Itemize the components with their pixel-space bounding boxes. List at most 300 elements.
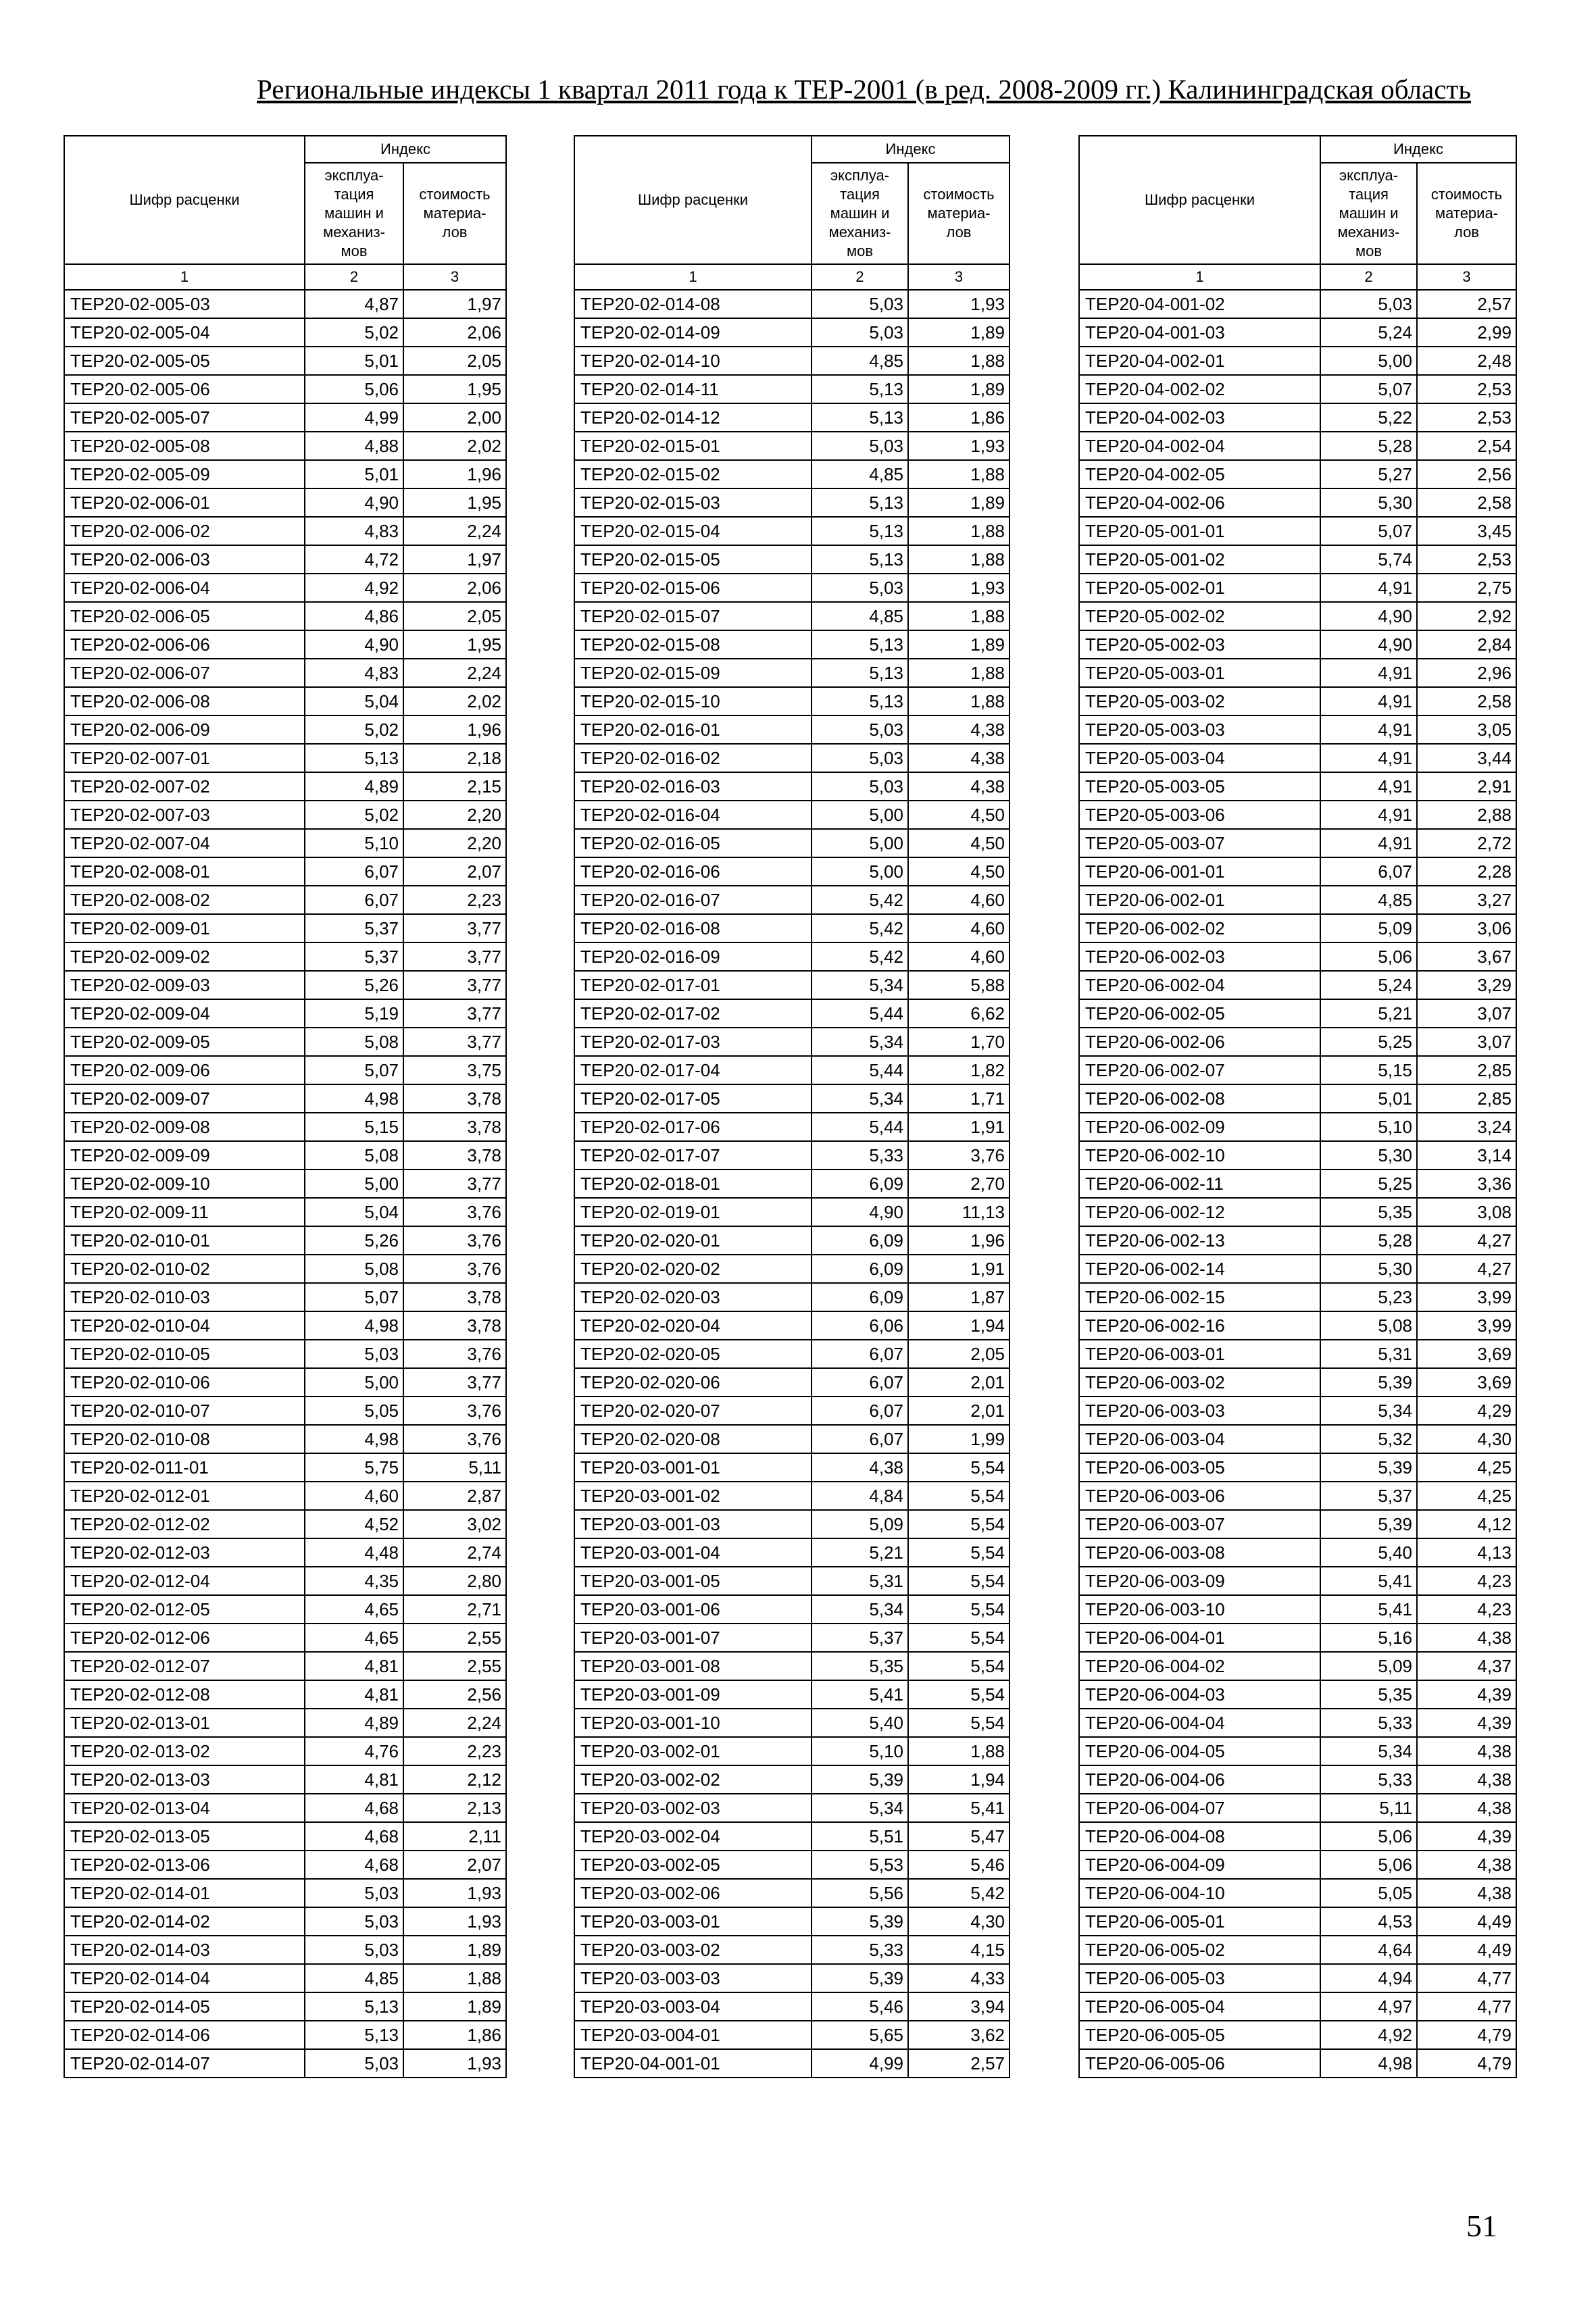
cell-code: ТЕР20-02-012-02: [64, 1510, 305, 1538]
cell-materials-index: 3,99: [1417, 1283, 1516, 1311]
cell-materials-index: 4,50: [908, 801, 1009, 829]
cell-exploitation-index: 4,64: [1320, 1936, 1417, 1964]
cell-code: ТЕР20-04-002-02: [1079, 375, 1320, 403]
table-row: [574, 914, 1009, 942]
cell-materials-index: 4,60: [908, 942, 1009, 971]
cell-exploitation-index: 5,25: [1320, 1028, 1417, 1056]
table-row: [574, 1964, 1009, 1992]
cell-code: ТЕР20-06-004-02: [1079, 1652, 1320, 1680]
cell-materials-index: 1,91: [908, 1255, 1009, 1283]
cell-materials-index: 1,93: [908, 432, 1009, 460]
cell-exploitation-index: 5,16: [1320, 1624, 1417, 1652]
cell-code: ТЕР20-02-017-02: [574, 999, 812, 1028]
table-row: [1079, 318, 1516, 347]
cell-exploitation-index: 5,74: [1320, 545, 1417, 574]
cell-exploitation-index: 5,33: [812, 1141, 908, 1169]
cell-code: ТЕР20-02-016-07: [574, 886, 812, 914]
cell-code: ТЕР20-02-010-05: [64, 1340, 305, 1368]
cell-exploitation-index: 5,07: [305, 1056, 403, 1084]
cell-exploitation-index: 4,91: [1320, 687, 1417, 715]
cell-materials-index: 3,76: [403, 1397, 506, 1425]
cell-exploitation-index: 5,41: [812, 1680, 908, 1709]
cell-exploitation-index: 5,42: [812, 942, 908, 971]
cell-exploitation-index: 4,98: [305, 1311, 403, 1340]
cell-code: ТЕР20-02-015-07: [574, 602, 812, 630]
cell-materials-index: 3,05: [1417, 715, 1516, 744]
table-row: [574, 1936, 1009, 1964]
cell-code: ТЕР20-06-003-02: [1079, 1368, 1320, 1397]
header-index: Индекс: [812, 136, 1009, 163]
cell-materials-index: 1,88: [908, 517, 1009, 545]
cell-materials-index: 2,84: [1417, 630, 1516, 659]
cell-exploitation-index: 4,81: [305, 1652, 403, 1680]
cell-exploitation-index: 4,83: [305, 659, 403, 687]
cell-code: ТЕР20-02-009-03: [64, 971, 305, 999]
cell-exploitation-index: 5,34: [812, 971, 908, 999]
cell-materials-index: 3,77: [403, 942, 506, 971]
cell-exploitation-index: 5,13: [305, 2021, 403, 2049]
cell-materials-index: 2,58: [1417, 488, 1516, 517]
cell-code: ТЕР20-02-017-05: [574, 1084, 812, 1113]
cell-code: ТЕР20-06-002-09: [1079, 1113, 1320, 1141]
cell-materials-index: 2,72: [1417, 829, 1516, 857]
header-materials: стоимость материа- лов: [403, 163, 506, 264]
cell-exploitation-index: 4,90: [305, 630, 403, 659]
cell-code: ТЕР20-02-010-08: [64, 1425, 305, 1453]
cell-materials-index: 2,99: [1417, 318, 1516, 347]
table-row: [64, 1084, 506, 1113]
cell-materials-index: 3,14: [1417, 1141, 1516, 1169]
cell-code: ТЕР20-02-012-04: [64, 1567, 305, 1595]
cell-code: ТЕР20-02-008-01: [64, 857, 305, 886]
cell-materials-index: 4,33: [908, 1964, 1009, 1992]
table-row: [1079, 1368, 1516, 1397]
cell-exploitation-index: 5,13: [812, 403, 908, 432]
table-row: [64, 403, 506, 432]
cell-materials-index: 2,11: [403, 1822, 506, 1851]
table-row: [1079, 1737, 1516, 1765]
cell-materials-index: 3,29: [1417, 971, 1516, 999]
cell-exploitation-index: 5,07: [305, 1283, 403, 1311]
table-row: [64, 659, 506, 687]
cell-exploitation-index: 5,03: [305, 2049, 403, 2078]
cell-exploitation-index: 5,13: [812, 488, 908, 517]
cell-materials-index: 2,07: [403, 857, 506, 886]
cell-code: ТЕР20-06-002-04: [1079, 971, 1320, 999]
cell-materials-index: 2,75: [1417, 574, 1516, 602]
cell-materials-index: 4,39: [1417, 1680, 1516, 1709]
cell-exploitation-index: 4,91: [1320, 801, 1417, 829]
table-row: [64, 1368, 506, 1397]
cell-code: ТЕР20-06-002-10: [1079, 1141, 1320, 1169]
cell-exploitation-index: 5,37: [812, 1624, 908, 1652]
table-row: [1079, 1113, 1516, 1141]
cell-exploitation-index: 5,65: [812, 2021, 908, 2049]
cell-materials-index: 2,56: [1417, 460, 1516, 488]
header-col-number: 3: [403, 264, 506, 290]
cell-exploitation-index: 4,85: [812, 460, 908, 488]
cell-exploitation-index: 4,92: [305, 574, 403, 602]
cell-code: ТЕР20-02-014-10: [574, 347, 812, 375]
header-index: Индекс: [305, 136, 506, 163]
cell-materials-index: 4,30: [1417, 1425, 1516, 1453]
cell-exploitation-index: 5,44: [812, 1056, 908, 1084]
cell-code: ТЕР20-06-002-01: [1079, 886, 1320, 914]
table-row: [64, 1453, 506, 1482]
cell-materials-index: 4,38: [1417, 1624, 1516, 1652]
cell-code: ТЕР20-02-017-06: [574, 1113, 812, 1141]
cell-exploitation-index: 4,91: [1320, 772, 1417, 801]
cell-exploitation-index: 5,10: [1320, 1113, 1417, 1141]
cell-materials-index: 2,53: [1417, 403, 1516, 432]
cell-exploitation-index: 5,13: [812, 545, 908, 574]
table-row: [1079, 1283, 1516, 1311]
cell-materials-index: 1,93: [908, 574, 1009, 602]
cell-code: ТЕР20-02-005-09: [64, 460, 305, 488]
cell-code: ТЕР20-02-007-02: [64, 772, 305, 801]
cell-materials-index: 5,54: [908, 1652, 1009, 1680]
cell-exploitation-index: 5,15: [1320, 1056, 1417, 1084]
cell-materials-index: 3,69: [1417, 1340, 1516, 1368]
table-row: [64, 545, 506, 574]
cell-materials-index: 2,54: [1417, 432, 1516, 460]
cell-code: ТЕР20-05-001-01: [1079, 517, 1320, 545]
cell-code: ТЕР20-02-009-05: [64, 1028, 305, 1056]
cell-materials-index: 3,07: [1417, 1028, 1516, 1056]
table-row: [64, 290, 506, 318]
cell-exploitation-index: 5,10: [812, 1737, 908, 1765]
table-row: [1079, 602, 1516, 630]
table-row: [1079, 1652, 1516, 1680]
cell-materials-index: 3,06: [1417, 914, 1516, 942]
table-row: [64, 1992, 506, 2021]
cell-code: ТЕР20-06-005-02: [1079, 1936, 1320, 1964]
cell-materials-index: 4,25: [1417, 1453, 1516, 1482]
cell-code: ТЕР20-02-014-08: [574, 290, 812, 318]
cell-code: ТЕР20-02-020-07: [574, 1397, 812, 1425]
cell-code: ТЕР20-02-013-04: [64, 1794, 305, 1822]
cell-code: ТЕР20-02-009-04: [64, 999, 305, 1028]
cell-materials-index: 2,87: [403, 1482, 506, 1510]
cell-exploitation-index: 5,39: [1320, 1510, 1417, 1538]
cell-exploitation-index: 4,91: [1320, 715, 1417, 744]
table-row: [64, 857, 506, 886]
header-col-number: 2: [305, 264, 403, 290]
header-col-number: 3: [1417, 264, 1516, 290]
table-row: [1079, 1056, 1516, 1084]
cell-code: ТЕР20-02-010-02: [64, 1255, 305, 1283]
cell-code: ТЕР20-06-002-03: [1079, 942, 1320, 971]
table-row: [64, 517, 506, 545]
cell-materials-index: 2,06: [403, 318, 506, 347]
table-row: [1079, 2021, 1516, 2049]
cell-materials-index: 1,89: [403, 1936, 506, 1964]
table-row: [574, 857, 1009, 886]
cell-exploitation-index: 6,07: [812, 1425, 908, 1453]
table-row: [64, 1964, 506, 1992]
cell-materials-index: 1,86: [908, 403, 1009, 432]
table-row: [574, 942, 1009, 971]
cell-exploitation-index: 5,37: [1320, 1482, 1417, 1510]
table-row: [1079, 1311, 1516, 1340]
cell-exploitation-index: 5,33: [1320, 1765, 1417, 1794]
cell-exploitation-index: 5,25: [1320, 1169, 1417, 1198]
cell-materials-index: 2,13: [403, 1794, 506, 1822]
table-row: [1079, 1595, 1516, 1624]
cell-materials-index: 4,77: [1417, 1992, 1516, 2021]
cell-exploitation-index: 4,84: [812, 1482, 908, 1510]
cell-materials-index: 4,39: [1417, 1822, 1516, 1851]
cell-exploitation-index: 4,87: [305, 290, 403, 318]
cell-exploitation-index: 5,08: [1320, 1311, 1417, 1340]
cell-exploitation-index: 5,21: [812, 1538, 908, 1567]
cell-exploitation-index: 5,13: [812, 630, 908, 659]
header-col-number: 1: [574, 264, 812, 290]
cell-exploitation-index: 4,98: [305, 1425, 403, 1453]
cell-materials-index: 3,24: [1417, 1113, 1516, 1141]
table-row: [1079, 1794, 1516, 1822]
cell-materials-index: 1,94: [908, 1311, 1009, 1340]
cell-materials-index: 4,15: [908, 1936, 1009, 1964]
table-row: [64, 1879, 506, 1907]
cell-materials-index: 3,76: [403, 1198, 506, 1226]
cell-exploitation-index: 5,02: [305, 318, 403, 347]
table-row: [64, 914, 506, 942]
cell-exploitation-index: 4,90: [812, 1198, 908, 1226]
cell-exploitation-index: 5,22: [1320, 403, 1417, 432]
cell-materials-index: 1,97: [403, 545, 506, 574]
cell-code: ТЕР20-02-005-03: [64, 290, 305, 318]
table-row: [64, 1056, 506, 1084]
cell-materials-index: 2,74: [403, 1538, 506, 1567]
table-row: [64, 687, 506, 715]
cell-exploitation-index: 5,44: [812, 1113, 908, 1141]
cell-code: ТЕР20-06-004-10: [1079, 1879, 1320, 1907]
cell-materials-index: 2,85: [1417, 1084, 1516, 1113]
cell-materials-index: 2,48: [1417, 347, 1516, 375]
table-row: [64, 1567, 506, 1595]
cell-code: ТЕР20-06-002-13: [1079, 1226, 1320, 1255]
cell-materials-index: 1,88: [908, 460, 1009, 488]
table-row: [64, 1482, 506, 1510]
table-row: [1079, 488, 1516, 517]
cell-code: ТЕР20-02-013-01: [64, 1709, 305, 1737]
cell-code: ТЕР20-03-002-01: [574, 1737, 812, 1765]
table-row: [64, 999, 506, 1028]
cell-exploitation-index: 5,40: [1320, 1538, 1417, 1567]
cell-code: ТЕР20-03-002-02: [574, 1765, 812, 1794]
cell-exploitation-index: 5,32: [1320, 1425, 1417, 1453]
cell-materials-index: 4,38: [1417, 1879, 1516, 1907]
cell-code: ТЕР20-04-001-03: [1079, 318, 1320, 347]
cell-code: ТЕР20-02-009-08: [64, 1113, 305, 1141]
cell-code: ТЕР20-02-009-07: [64, 1084, 305, 1113]
cell-code: ТЕР20-02-015-04: [574, 517, 812, 545]
cell-materials-index: 4,38: [908, 744, 1009, 772]
table-row: [64, 1851, 506, 1879]
cell-code: ТЕР20-06-004-03: [1079, 1680, 1320, 1709]
cell-code: ТЕР20-06-005-04: [1079, 1992, 1320, 2021]
cell-code: ТЕР20-02-012-03: [64, 1538, 305, 1567]
table-row: [574, 1141, 1009, 1169]
cell-code: ТЕР20-02-006-02: [64, 517, 305, 545]
cell-exploitation-index: 5,33: [1320, 1709, 1417, 1737]
cell-code: ТЕР20-06-002-08: [1079, 1084, 1320, 1113]
cell-materials-index: 1,95: [403, 488, 506, 517]
cell-exploitation-index: 5,00: [812, 829, 908, 857]
cell-code: ТЕР20-05-003-07: [1079, 829, 1320, 857]
cell-code: ТЕР20-02-009-10: [64, 1169, 305, 1198]
table-row: [1079, 1510, 1516, 1538]
cell-materials-index: 1,88: [908, 687, 1009, 715]
cell-materials-index: 1,96: [908, 1226, 1009, 1255]
table-row: [64, 630, 506, 659]
cell-code: ТЕР20-06-002-15: [1079, 1283, 1320, 1311]
cell-materials-index: 3,78: [403, 1283, 506, 1311]
cell-materials-index: 2,20: [403, 829, 506, 857]
cell-materials-index: 1,93: [908, 290, 1009, 318]
cell-code: ТЕР20-02-009-01: [64, 914, 305, 942]
table-row: [1079, 517, 1516, 545]
cell-exploitation-index: 6,07: [812, 1368, 908, 1397]
cell-exploitation-index: 5,39: [812, 1964, 908, 1992]
cell-code: ТЕР20-02-006-01: [64, 488, 305, 517]
cell-materials-index: 5,54: [908, 1538, 1009, 1567]
cell-code: ТЕР20-04-002-06: [1079, 488, 1320, 517]
cell-code: ТЕР20-02-020-01: [574, 1226, 812, 1255]
cell-exploitation-index: 4,99: [812, 2049, 908, 2078]
cell-materials-index: 3,76: [403, 1425, 506, 1453]
cell-exploitation-index: 5,02: [305, 801, 403, 829]
table-row: [64, 1737, 506, 1765]
cell-code: ТЕР20-02-012-05: [64, 1595, 305, 1624]
table-row: [574, 517, 1009, 545]
table-row: [64, 715, 506, 744]
cell-materials-index: 1,87: [908, 1283, 1009, 1311]
table-row: [574, 1538, 1009, 1567]
cell-materials-index: 3,76: [908, 1141, 1009, 1169]
table-row: [574, 829, 1009, 857]
table-row: [64, 1794, 506, 1822]
cell-materials-index: 3,78: [403, 1311, 506, 1340]
cell-code: ТЕР20-06-003-06: [1079, 1482, 1320, 1510]
header-code: Шифр расценки: [574, 136, 812, 264]
cell-exploitation-index: 5,30: [1320, 488, 1417, 517]
table-row: [574, 2021, 1009, 2049]
cell-exploitation-index: 5,05: [1320, 1879, 1417, 1907]
cell-code: ТЕР20-02-011-01: [64, 1453, 305, 1482]
table-row: [574, 1624, 1009, 1652]
cell-code: ТЕР20-02-006-08: [64, 687, 305, 715]
cell-code: ТЕР20-02-020-06: [574, 1368, 812, 1397]
cell-exploitation-index: 5,09: [1320, 914, 1417, 942]
cell-exploitation-index: 5,27: [1320, 460, 1417, 488]
cell-materials-index: 3,36: [1417, 1169, 1516, 1198]
cell-materials-index: 4,13: [1417, 1538, 1516, 1567]
cell-materials-index: 3,76: [403, 1340, 506, 1368]
cell-code: ТЕР20-06-002-02: [1079, 914, 1320, 942]
cell-materials-index: 5,54: [908, 1624, 1009, 1652]
table-row: [1079, 1141, 1516, 1169]
cell-materials-index: 2,05: [403, 602, 506, 630]
cell-materials-index: 5,88: [908, 971, 1009, 999]
cell-exploitation-index: 5,24: [1320, 971, 1417, 999]
cell-exploitation-index: 4,91: [1320, 744, 1417, 772]
table-row: [574, 574, 1009, 602]
cell-code: ТЕР20-06-003-05: [1079, 1453, 1320, 1482]
cell-exploitation-index: 5,40: [812, 1709, 908, 1737]
cell-code: ТЕР20-02-007-01: [64, 744, 305, 772]
cell-code: ТЕР20-02-017-04: [574, 1056, 812, 1084]
cell-materials-index: 5,54: [908, 1482, 1009, 1510]
cell-materials-index: 2,18: [403, 744, 506, 772]
index-table: [1078, 135, 1517, 2078]
cell-exploitation-index: 6,07: [305, 857, 403, 886]
table-row: [1079, 347, 1516, 375]
cell-code: ТЕР20-02-012-08: [64, 1680, 305, 1709]
cell-materials-index: 2,57: [908, 2049, 1009, 2078]
cell-materials-index: 6,62: [908, 999, 1009, 1028]
cell-exploitation-index: 4,98: [1320, 2049, 1417, 2078]
cell-code: ТЕР20-06-004-04: [1079, 1709, 1320, 1737]
cell-code: ТЕР20-05-003-02: [1079, 687, 1320, 715]
table-row: [574, 545, 1009, 574]
cell-code: ТЕР20-06-005-05: [1079, 2021, 1320, 2049]
cell-materials-index: 1,96: [403, 715, 506, 744]
cell-exploitation-index: 5,01: [1320, 1084, 1417, 1113]
cell-exploitation-index: 5,03: [305, 1340, 403, 1368]
table-row: [1079, 1425, 1516, 1453]
cell-code: ТЕР20-02-006-03: [64, 545, 305, 574]
cell-materials-index: 3,78: [403, 1084, 506, 1113]
cell-code: ТЕР20-03-001-04: [574, 1538, 812, 1567]
table-row: [574, 744, 1009, 772]
cell-materials-index: 5,54: [908, 1595, 1009, 1624]
cell-exploitation-index: 4,86: [305, 602, 403, 630]
cell-exploitation-index: 5,03: [812, 715, 908, 744]
table-row: [1079, 1084, 1516, 1113]
cell-code: ТЕР20-02-014-03: [64, 1936, 305, 1964]
cell-materials-index: 1,96: [403, 460, 506, 488]
table-row: [64, 772, 506, 801]
cell-code: ТЕР20-02-015-08: [574, 630, 812, 659]
cell-exploitation-index: 4,88: [305, 432, 403, 460]
table-row: [64, 1141, 506, 1169]
cell-materials-index: 1,88: [403, 1964, 506, 1992]
cell-code: ТЕР20-02-013-03: [64, 1765, 305, 1794]
cell-materials-index: 4,27: [1417, 1226, 1516, 1255]
cell-exploitation-index: 5,01: [305, 460, 403, 488]
table-row: [64, 886, 506, 914]
cell-materials-index: 5,54: [908, 1453, 1009, 1482]
cell-code: ТЕР20-04-001-01: [574, 2049, 812, 2078]
table-row: [64, 1680, 506, 1709]
table-row: [574, 318, 1009, 347]
cell-materials-index: 2,01: [908, 1368, 1009, 1397]
cell-exploitation-index: 6,07: [812, 1397, 908, 1425]
cell-materials-index: 4,23: [1417, 1595, 1516, 1624]
cell-exploitation-index: 5,09: [1320, 1652, 1417, 1680]
cell-code: ТЕР20-05-003-05: [1079, 772, 1320, 801]
table-row: [574, 602, 1009, 630]
cell-materials-index: 3,02: [403, 1510, 506, 1538]
cell-code: ТЕР20-04-002-03: [1079, 403, 1320, 432]
cell-code: ТЕР20-02-007-04: [64, 829, 305, 857]
cell-materials-index: 3,77: [403, 1169, 506, 1198]
cell-materials-index: 4,49: [1417, 1936, 1516, 1964]
cell-code: ТЕР20-05-001-02: [1079, 545, 1320, 574]
cell-materials-index: 1,93: [403, 1879, 506, 1907]
